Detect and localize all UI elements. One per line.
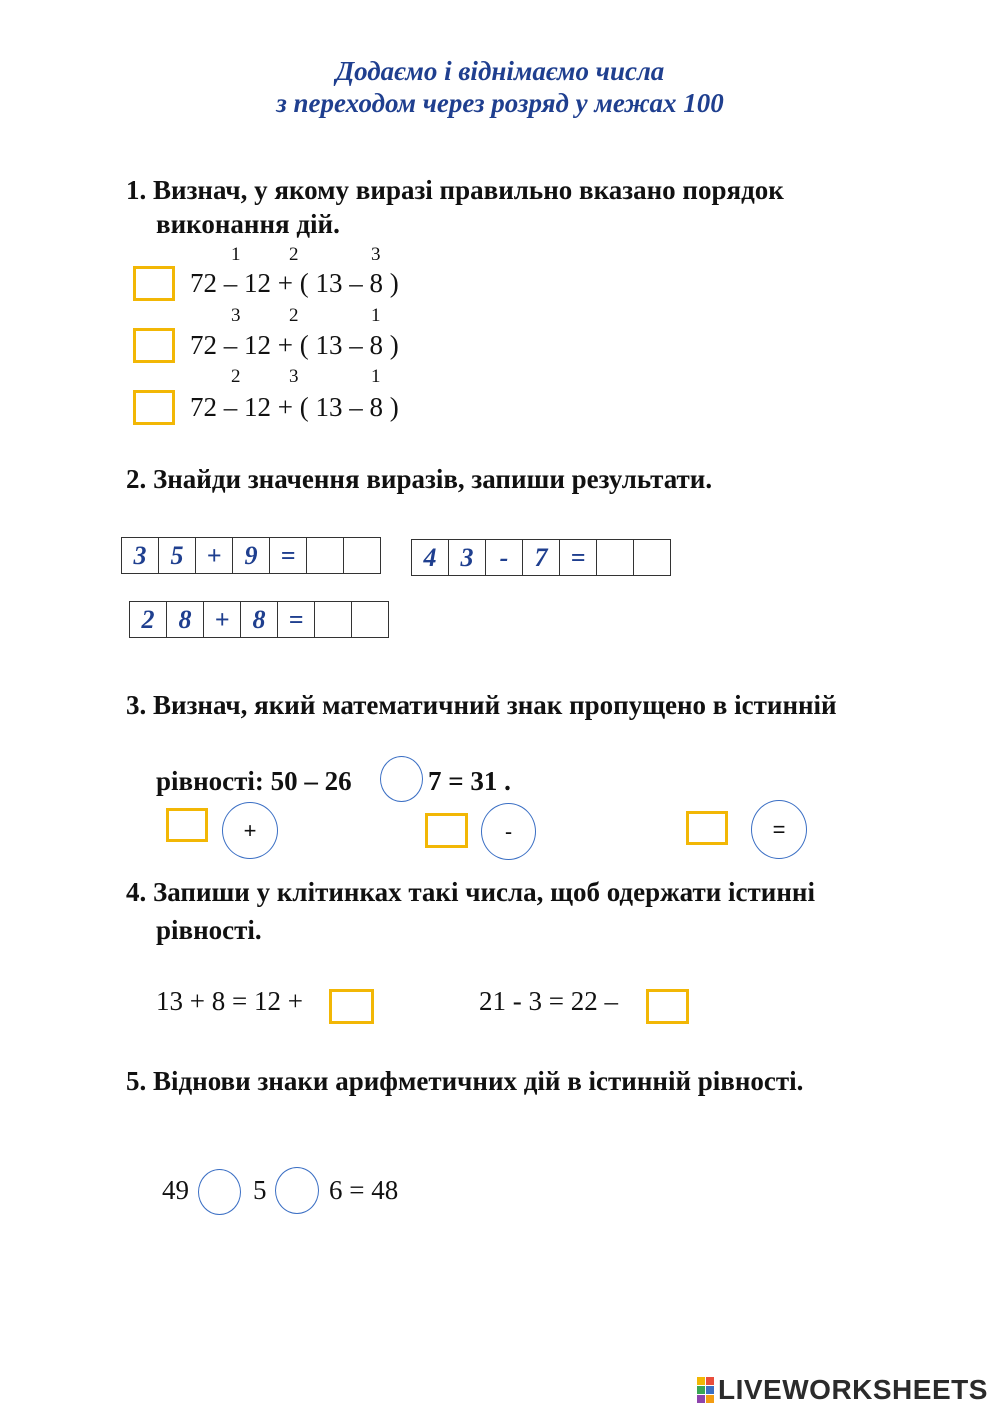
answer-checkbox[interactable] xyxy=(166,808,208,842)
cell: 2 xyxy=(130,602,167,637)
cell: 5 xyxy=(159,538,196,573)
sign-input-circle[interactable] xyxy=(198,1169,241,1215)
answer-checkbox[interactable] xyxy=(133,328,175,363)
equation-2: 21 - 3 = 22 – xyxy=(479,986,618,1016)
cell: = xyxy=(278,602,315,637)
answer-cell[interactable] xyxy=(597,540,634,575)
q1-text-line-2: виконання дій. xyxy=(156,209,340,239)
answer-checkbox[interactable] xyxy=(686,811,728,845)
order-number: 2 xyxy=(289,244,299,265)
equation-number: 5 xyxy=(253,1175,267,1205)
q3-text-line-2a: рівності: 50 – 26 xyxy=(156,766,352,796)
cell: + xyxy=(196,538,233,573)
order-number: 1 xyxy=(371,366,381,387)
expression: 72 – 12 + ( 13 – 8 ) xyxy=(190,392,399,422)
answer-cell[interactable] xyxy=(634,540,671,575)
worksheet-title xyxy=(0,55,1000,119)
cell: 3 xyxy=(122,538,159,573)
expression: 72 – 12 + ( 13 – 8 ) xyxy=(190,268,399,298)
q3-text-line-1: 3. Визнач, який математичний знак пропущено в істинній xyxy=(126,690,837,720)
cell: 8 xyxy=(241,602,278,637)
order-number: 3 xyxy=(371,244,381,265)
order-number: 3 xyxy=(289,366,299,387)
q1-text-line-1: 1. Визнач, у якому виразі правильно вказано порядок xyxy=(126,175,784,205)
answer-cell[interactable] xyxy=(307,538,344,573)
expression: 72 – 12 + ( 13 – 8 ) xyxy=(190,330,399,360)
answer-box[interactable] xyxy=(329,989,374,1024)
order-number: 2 xyxy=(231,366,241,387)
expression-cells-3 xyxy=(129,601,389,638)
order-number: 1 xyxy=(371,305,381,326)
cell: 9 xyxy=(233,538,270,573)
expression-cells-2 xyxy=(411,539,671,576)
liveworksheets-logo xyxy=(697,1374,988,1406)
q4-text-line-2: рівності. xyxy=(156,915,262,945)
option-circle-equals: = xyxy=(751,800,807,859)
option-circle-minus: - xyxy=(481,803,536,860)
cell: 4 xyxy=(412,540,449,575)
answer-checkbox[interactable] xyxy=(425,813,468,848)
equation-1: 13 + 8 = 12 + xyxy=(156,986,303,1016)
q4-text-line-1: 4. Запиши у клітинках такі числа, щоб одержати істинні xyxy=(126,877,815,907)
expression-cells-1 xyxy=(121,537,381,574)
cell: = xyxy=(270,538,307,573)
cell: 8 xyxy=(167,602,204,637)
q3-text-line-2b: 7 = 31 . xyxy=(428,766,511,796)
equation-number: 49 xyxy=(162,1175,189,1205)
missing-sign-circle xyxy=(380,756,423,802)
q2-text: 2. Знайди значення виразів, запиши результати. xyxy=(126,464,713,494)
answer-box[interactable] xyxy=(646,989,689,1024)
logo-mark-icon xyxy=(697,1377,714,1403)
equation-result: 6 = 48 xyxy=(329,1175,399,1205)
order-number: 2 xyxy=(289,305,299,326)
cell: = xyxy=(560,540,597,575)
answer-cell[interactable] xyxy=(315,602,352,637)
cell: 3 xyxy=(449,540,486,575)
title-line-2: з переходом через розряд у межах 100 xyxy=(276,88,724,118)
answer-cell[interactable] xyxy=(344,538,381,573)
cell: - xyxy=(486,540,523,575)
q5-text: 5. Віднови знаки арифметичних дій в істинній рівності. xyxy=(126,1066,804,1096)
answer-cell[interactable] xyxy=(352,602,389,637)
answer-checkbox[interactable] xyxy=(133,390,175,425)
sign-input-circle[interactable] xyxy=(275,1167,319,1214)
cell: 7 xyxy=(523,540,560,575)
order-number: 3 xyxy=(231,305,241,326)
option-circle-plus: + xyxy=(222,802,278,859)
order-number: 1 xyxy=(231,244,241,265)
title-line-1: Додаємо і віднімаємо числа xyxy=(335,56,665,86)
answer-checkbox[interactable] xyxy=(133,266,175,301)
cell: + xyxy=(204,602,241,637)
logo-text: LIVEWORKSHEETS xyxy=(718,1374,988,1405)
